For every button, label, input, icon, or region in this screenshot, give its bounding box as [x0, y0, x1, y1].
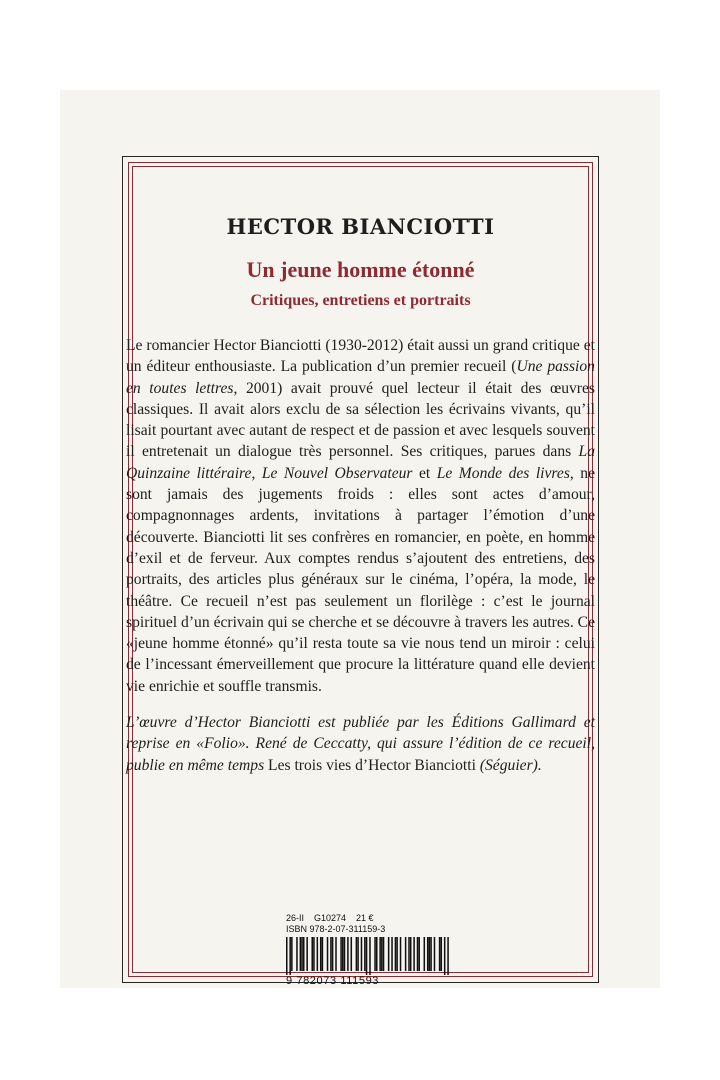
note-text: L’œuvre d’Hector Bianciotti est publiée par les Éditions Gallimard et reprise en «Folio». René de Ceccatty, qui assure l’édition de ce recueil, publie en même temps [126, 714, 595, 774]
blurb-text-1: Le romancier Hector Bianciotti (1930-2012) était aussi un grand critique et un éditeur enthousiaste. La publication d’un premier recueil ( [126, 337, 595, 376]
barcode-ref: G10274 [314, 913, 347, 923]
blurb-italic-title-4: Le Monde des livres [436, 464, 570, 482]
isbn-label: ISBN 978-2-07-311159-3 [286, 924, 386, 934]
barcode-info-line [286, 913, 449, 924]
barcode-block [286, 913, 449, 989]
blurb-italic-title-2: La Quinzaine littéraire [126, 443, 595, 482]
cover-text-block [126, 210, 595, 776]
blurb-text-2: , 2001) avait prouvé quel lecteur il était des œuvres classiques. Il avait alors exclu de sa sélection les écrivains vivants, qu’il lisait pourtant avec autant de respect et de passion et avec lesquels souvent il entretenait un dialogue très personnel. Ses critiques, parues dans [126, 379, 595, 461]
blurb-italic-title-3: Le Nouvel Observateur [261, 464, 413, 482]
barcode-price: 21 € [356, 913, 374, 923]
barcode-digits: 9 782073 111593 [286, 975, 380, 987]
barcode-code: 26-II [286, 913, 305, 923]
book-title: Un jeune homme étonné [246, 257, 475, 282]
blurb-paragraph [126, 335, 595, 697]
note-book-title: Les trois vies d’Hector Bianciotti [268, 756, 476, 774]
barcode-bars-icon [286, 937, 449, 975]
author-name: HECTOR BIANCIOTTI [226, 214, 495, 239]
publisher-note [126, 712, 595, 776]
note-end: (Séguier). [475, 756, 542, 774]
blurb-text-5: , ne sont jamais des jugements froids : elles sont actes d’amour, compagnonnages ardents, invitations à partager l’émotion d’une découverte. Bianciotti lit ses confrères en romancier, en poète, en homme d’exil et de ferveur. Aux comptes rendus s’ajoutent des entretiens, des portraits, des articles plus généraux sur le cinéma, l’opéra, la mode, le théâtre. Ce recueil n’est pas seulement un florilège : c’est le journal spirituel d’un écrivain qui se cherche et se découvre à travers les autres. Ce «jeune homme étonné» qu’il resta toute sa vie nous tend un miroir : celui de l’incessant émerveillement que procure la littérature quand elle devient vie enrichie et souffle transmis. [126, 464, 595, 695]
blurb-italic-title-1: Une passion en toutes lettres [126, 358, 595, 397]
blurb-text-3: , [251, 464, 262, 482]
blurb-text-4: et [412, 464, 437, 482]
book-subtitle: Critiques, entretiens et portraits [250, 292, 471, 309]
